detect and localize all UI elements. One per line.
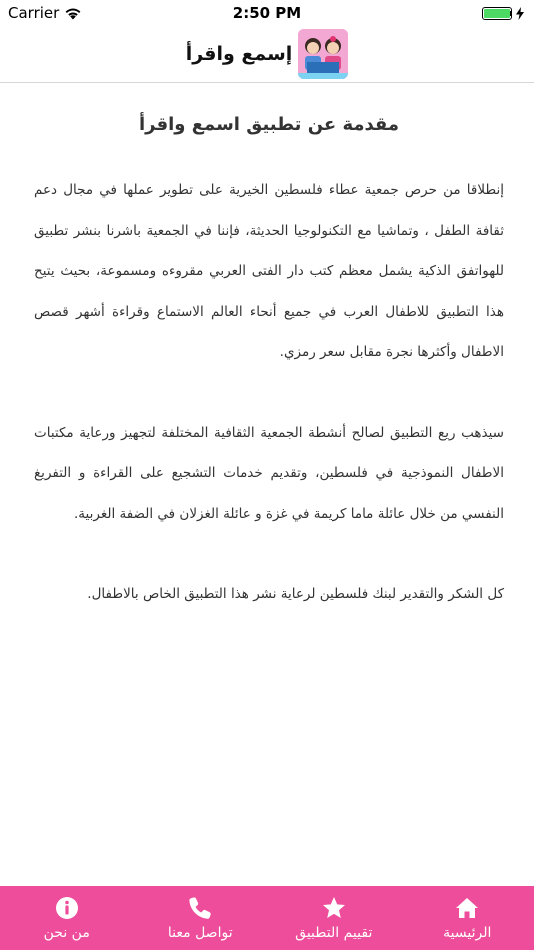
tab-bar <box>0 886 534 950</box>
info-icon <box>54 895 80 921</box>
star-icon <box>321 895 347 921</box>
carrier-label: Carrier <box>8 4 60 22</box>
content-area <box>34 100 504 615</box>
nav-title: إسمع واقرأ <box>185 43 293 65</box>
tab-contact-us[interactable] <box>134 886 268 950</box>
intro-paragraph: إنطلاقا من حرص جمعية عطاء فلسطين الخيرية على تطوير عملها في مجال دعم ثقافة الطفل ، وتماشيا مع التكنولوجيا الحديثة، فإننا في الجمعية باشرنا بنشر تطبيق للهواتفق الذكية يشمل معظم كتب دار الفتى العربي مقروءه ومسموعة، بحيث يتيح هذا التطبيق للاطفال العرب في جميع أنحاء العالم الاستماع وقراءة أشهر قصص الاطفال وأكثرها نجرة مقابل سعر رمزي. <box>34 182 504 360</box>
tab-rate-app[interactable] <box>267 886 401 950</box>
page-heading: مقدمة عن تطبيق اسمع واقرأ <box>138 114 400 135</box>
status-time: 2:50 PM <box>232 4 302 22</box>
thanks-paragraph: كل الشكر والتقدير لبنك فلسطين لرعاية نشر هذا التطبيق الخاص بالاطفال. <box>87 586 504 602</box>
tab-contact-us-label: تواصل معنا <box>167 925 233 941</box>
tab-about-us[interactable] <box>0 886 134 950</box>
tab-home-label: الرئيسية <box>443 925 492 941</box>
phone-icon <box>187 895 213 921</box>
home-icon <box>454 895 480 921</box>
tab-rate-app-label: تقييم التطبيق <box>295 925 373 941</box>
status-bar <box>0 0 534 26</box>
battery-icon <box>482 7 512 20</box>
app-logo <box>298 29 348 79</box>
proceeds-paragraph: سيذهب ريع التطبيق لصالح أنشطة الجمعية الثقافية المختلفة لتجهيز ورعاية مكتبات الاطفال النموذجية في فلسطين، وتقديم خدمات التشجيع على القراءة و التفريغ النفسي من خلال عائلة ماما كريمة في غزة و عائلة الغزلان في الضفة الغربية. <box>34 424 504 522</box>
navigation-bar <box>0 26 534 83</box>
tab-home[interactable] <box>401 886 534 950</box>
tab-about-us-label: من نحن <box>43 925 90 941</box>
battery-level <box>484 9 510 18</box>
